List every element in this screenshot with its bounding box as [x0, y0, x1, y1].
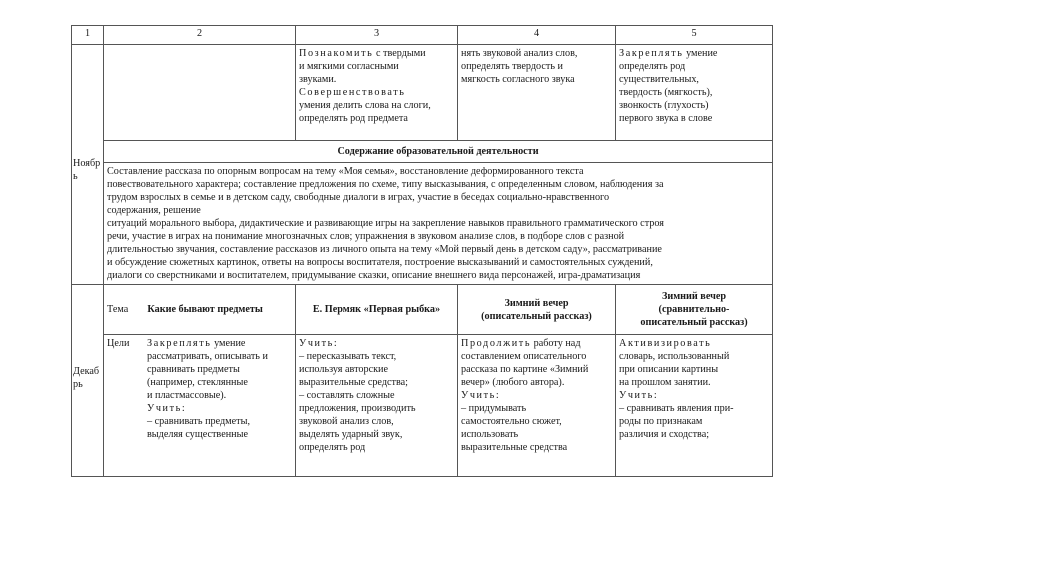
- december-topic-col2: [104, 285, 296, 335]
- november-goal-col2: [104, 45, 296, 141]
- topic-col4: [458, 285, 616, 335]
- text-line: звуками.: [299, 74, 337, 85]
- text-line: определять род: [619, 61, 686, 72]
- content-header-row: [72, 141, 773, 163]
- text-line: Активизировать: [619, 338, 712, 349]
- november-goals-row: [72, 45, 773, 141]
- text-line: составлением описательного: [461, 351, 587, 362]
- text-line: Учить:: [619, 390, 659, 401]
- content-line: трудом взрослых в семье и в детском саду, свободные диалоги в играх, участие в беседах социально-нравственного: [107, 192, 610, 203]
- text-line: самостоятельно сюжет,: [461, 416, 562, 427]
- topic-text: Зимний вечер (сравнительно- описательный рассказ): [640, 291, 748, 328]
- text-line: на прошлом занятии.: [619, 377, 711, 388]
- content-line: диалоги со сверстниками и воспитателем, придумывание сказки, описание внешнего вида персонажей, игра-драматизация: [107, 270, 641, 281]
- text-line: выделять ударный звук,: [299, 429, 403, 440]
- text-line: выразительные средства;: [299, 377, 409, 388]
- text-line: определять род: [299, 442, 366, 453]
- month-november-label: Ноябр ь: [73, 158, 101, 182]
- text-line: Совершенствовать: [299, 87, 406, 98]
- content-line: и обсуждение сюжетных картинок, ответы на вопросы воспитателя, построение высказываний и самостоятельных суждений,: [107, 257, 653, 268]
- november-goal-col4: [458, 45, 616, 141]
- topic-col2: Какие бывают предметы: [147, 304, 263, 315]
- content-line: ситуаций морального выбора, дидактические и развивающие игры на закрепление навыков правильного грамматического строя: [107, 218, 664, 229]
- text-line: вечер» (любого автора).: [461, 377, 565, 388]
- text-line: (например, стеклянные: [147, 377, 248, 388]
- col-number-4: 4: [458, 26, 616, 45]
- text-line: использовать: [461, 429, 519, 440]
- col-number-2: 2: [104, 26, 296, 45]
- content-line: длительностью звучания, составление рассказов из личного опыта на тему «Мой первый день в детском саду», рассматривание: [107, 244, 662, 255]
- text-line: – сравнивать предметы,: [147, 416, 250, 427]
- text-line: сравнивать предметы: [147, 364, 240, 375]
- lesson-plan-table: [71, 25, 773, 477]
- content-line: речи, участие в играх на понимание многозначных слов; упражнения в звуковом анализе слов, в подборе слов с разной: [107, 231, 625, 242]
- content-line: содержания, решение: [107, 205, 201, 216]
- text-line: Учить:: [461, 390, 501, 401]
- text-line: твердость (мягкость),: [619, 87, 713, 98]
- col-number-3: 3: [296, 26, 458, 45]
- text-line: выделяя существенные: [147, 429, 248, 440]
- text-line: нять звуковой анализ слов,: [461, 48, 578, 59]
- col-number-1: 1: [72, 26, 104, 45]
- text-line: Продолжить работу над: [461, 338, 581, 349]
- december-topic-row: [72, 285, 773, 335]
- december-goal-col3: [296, 335, 458, 477]
- text-line: Познакомить с твердыми: [299, 48, 426, 59]
- text-line: роды по признакам: [619, 416, 703, 427]
- topic-col5: [616, 285, 773, 335]
- month-november-cell: [72, 45, 104, 285]
- text-line: Учить:: [147, 403, 187, 414]
- content-body-row: [72, 163, 773, 285]
- content-line: Составление рассказа по опорным вопросам на тему «Моя семья», восстановление деформированного текста: [107, 166, 584, 177]
- header-row: [72, 26, 773, 45]
- topic-col3: Е. Пермяк «Первая рыбка»: [296, 285, 458, 335]
- content-line: повествовательного характера; составление предложения по схеме, типу высказывания, с определенным словом, наблюдения за: [107, 179, 664, 190]
- text-line: первого звука в слове: [619, 113, 713, 124]
- text-line: определять род предмета: [299, 113, 408, 124]
- text-line: Закреплять умение: [147, 338, 246, 349]
- text-line: звуковой анализ слов,: [299, 416, 394, 427]
- november-goal-col5: [616, 45, 773, 141]
- content-description: [104, 163, 773, 285]
- december-goals-row: [72, 335, 773, 477]
- text-line: выразительные средства: [461, 442, 568, 453]
- text-line: и пластмассовые).: [147, 390, 227, 401]
- text-line: – составлять сложные: [299, 390, 395, 401]
- december-goal-col4: [458, 335, 616, 477]
- col-number-5: 5: [616, 26, 773, 45]
- text-line: звонкость (глухость): [619, 100, 709, 111]
- text-line: – придумывать: [461, 403, 527, 414]
- month-december-cell: [72, 285, 104, 477]
- text-line: различия и сходства;: [619, 429, 710, 440]
- text-line: словарь, использованный: [619, 351, 730, 362]
- december-goal-col5: [616, 335, 773, 477]
- november-goal-col3: [296, 45, 458, 141]
- text-line: и мягкими согласными: [299, 61, 399, 72]
- topic-text: Зимний вечер (описательный рассказ): [481, 297, 592, 322]
- text-line: мягкость согласного звука: [461, 74, 575, 85]
- text-line: определять твердость и: [461, 61, 563, 72]
- text-line: при описании картины: [619, 364, 719, 375]
- content-title: Содержание образовательной деятельности: [104, 141, 773, 163]
- december-goal-col2: [104, 335, 296, 477]
- text-line: Учить:: [299, 338, 339, 349]
- month-december-label: Декаб рь: [73, 366, 100, 390]
- text-line: рассматривать, описывать и: [147, 351, 268, 362]
- text-line: – сравнивать явления при-: [619, 403, 734, 414]
- text-line: – пересказывать текст,: [299, 351, 397, 362]
- tema-label: Тема: [107, 304, 129, 315]
- text-line: Закреплять умение: [619, 48, 718, 59]
- text-line: умения делить слова на слоги,: [299, 100, 431, 111]
- text-line: предложения, производить: [299, 403, 416, 414]
- text-line: рассказа по картине «Зимний: [461, 364, 589, 375]
- text-line: используя авторские: [299, 364, 389, 375]
- celi-label: Цели: [107, 338, 130, 349]
- text-line: существительных,: [619, 74, 699, 85]
